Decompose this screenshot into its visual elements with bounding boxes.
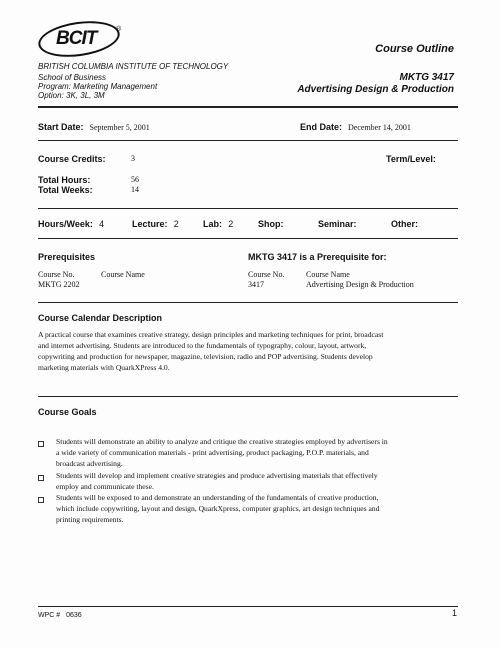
other-label: Other: [391, 219, 418, 229]
description-divider [38, 396, 458, 397]
institute-name: BRITISH COLUMBIA INSTITUTE OF TECHNOLOGY [38, 62, 229, 71]
end-date [300, 122, 411, 132]
goal-1-line-2: a wide variety of communication materials - print advertising, product packaging, P.O.P. materials, and [56, 448, 369, 457]
prereq-for-row-course-name: Advertising Design & Production [306, 280, 414, 289]
seminar-label: Seminar: [318, 219, 357, 229]
program-name: Program: Marketing Management [38, 82, 158, 91]
hours-week [38, 219, 104, 229]
description-title: Course Calendar Description [38, 313, 163, 323]
lecture [132, 219, 179, 229]
lab [203, 219, 233, 229]
goal-2-checkbox-icon [38, 475, 44, 481]
credits-value: 3 [131, 154, 135, 163]
prereq-for-col-course-no: Course No. [248, 270, 285, 279]
goal-3-checkbox-icon [38, 497, 44, 503]
bcit-logo: BCIT [56, 28, 97, 49]
lab-value: 2 [228, 219, 234, 229]
page-number: 1 [452, 608, 458, 618]
course-code: MKTG 3417 [399, 72, 454, 83]
end-date-label: End Date: [300, 122, 343, 132]
total-weeks-label: Total Weeks: [38, 185, 93, 195]
lecture-label: Lecture: [132, 219, 168, 229]
wpc-number: 0636 [66, 612, 82, 619]
school-name: School of Business [38, 73, 107, 82]
goal-2-line-1: Students will develop and implement creative strategies and produce advertising materials that effectively [56, 471, 378, 480]
goal-3-line-1: Students will be exposed to and demonstrate an understanding of the fundamentals of creative production, [56, 493, 379, 502]
description-line-4: marketing materials with QuarkXPress 4.0. [38, 363, 170, 372]
footer-divider [38, 606, 458, 607]
prerequisites-title: Prerequisites [38, 252, 96, 262]
goal-1-line-1: Students will demonstrate an ability to analyze and critique the creative strategies employed by advertisers in [56, 437, 388, 446]
prereq-for-col-course-name: Course Name [306, 270, 350, 279]
goal-3-line-2: which include copywriting, layout and design, QuarkXpress, computer graphics, art design techniques and [56, 504, 380, 513]
end-date-value: December 14, 2001 [348, 123, 411, 132]
goal-1-checkbox-icon [38, 441, 44, 447]
goal-2-line-2: employ and communicate these. [56, 482, 154, 491]
goals-title: Course Goals [38, 407, 97, 417]
prereq-col-course-no: Course No. [38, 270, 75, 279]
option-name: Option: 3K, 3L, 3M [38, 91, 105, 100]
term-level-label: Term/Level: [386, 154, 436, 164]
goal-3-line-3: printing requirements. [56, 515, 124, 524]
hours-week-label: Hours/Week: [38, 219, 93, 229]
lecture-value: 2 [173, 219, 179, 229]
description-line-3: copywriting and production for newspaper, magazine, television, radio and POP advertising. Students develop [38, 352, 373, 361]
start-date-label: Start Date: [38, 122, 84, 132]
hours-divider [38, 238, 458, 239]
prereq-for-row-course-no: 3417 [248, 280, 264, 289]
goal-1-line-3: broadcast advertising. [56, 459, 123, 468]
credits-divider [38, 208, 458, 209]
wpc-text: WPC # [38, 612, 61, 619]
dates-divider [38, 140, 458, 141]
total-hours-value: 56 [131, 175, 139, 184]
credits-label: Course Credits: [38, 154, 106, 164]
wpc-label [38, 612, 82, 619]
prereq-divider [38, 302, 458, 303]
shop-label: Shop: [258, 219, 284, 229]
course-name: Advertising Design & Production [297, 84, 454, 95]
total-hours-label: Total Hours: [38, 175, 91, 185]
start-date-value: September 5, 2001 [89, 123, 150, 132]
hours-week-value: 4 [99, 219, 105, 229]
description-line-1: A practical course that examines creative strategy, design principles and marketing techniques for print, broadcast [38, 330, 384, 339]
doc-title: Course Outline [375, 43, 454, 55]
header-divider [38, 106, 458, 108]
total-weeks-value: 14 [131, 185, 139, 194]
description-line-2: and internet advertising. Students are introduced to the fundamentals of typography, colour, layout, artwork, [38, 341, 367, 350]
prerequisite-for-title: MKTG 3417 is a Prerequisite for: [248, 252, 387, 262]
prereq-col-course-name: Course Name [101, 270, 145, 279]
lab-label: Lab: [203, 219, 222, 229]
registered-mark-icon: ® [116, 26, 122, 33]
start-date [38, 122, 150, 132]
prereq-row-course-no: MKTG 2202 [38, 280, 80, 289]
